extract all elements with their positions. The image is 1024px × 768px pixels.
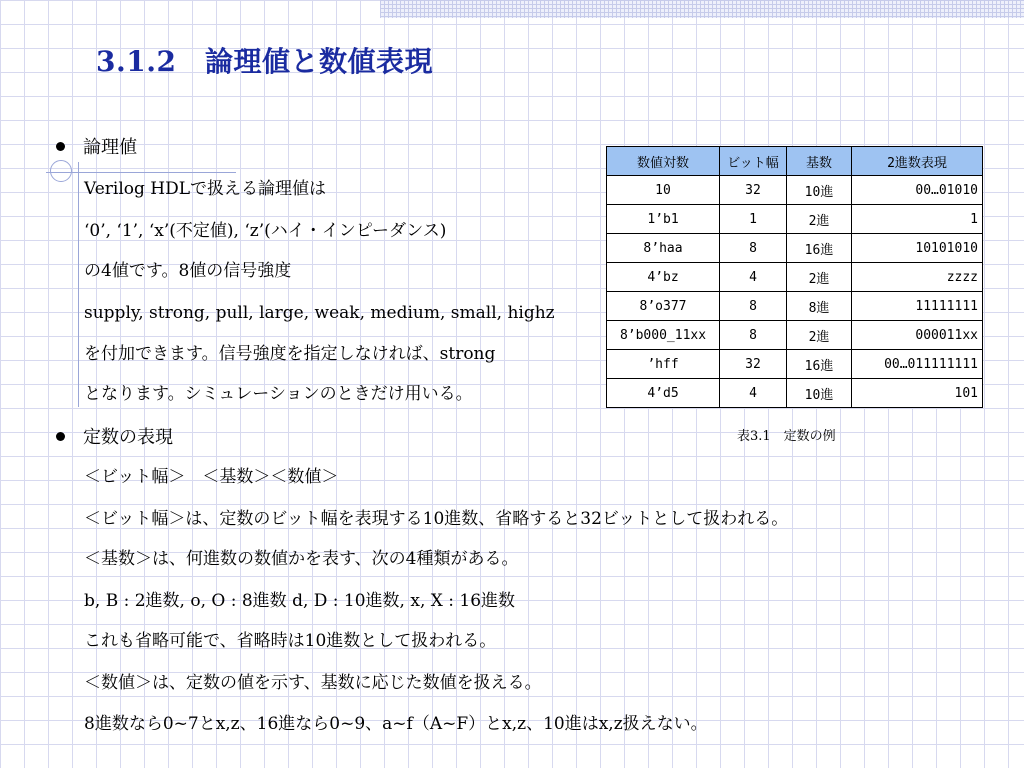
- table-cell: 1: [720, 205, 787, 234]
- constant-section-heading: [56, 426, 173, 450]
- table-row: [607, 176, 983, 205]
- logic-line-2: ‘0’, ‘1’, ‘x’(不定値), ‘z’(ハイ・インピーダンス): [84, 221, 447, 241]
- top-decorative-band: [380, 0, 1024, 18]
- table-cell: 4’d5: [607, 379, 720, 408]
- table-cell: 4’bz: [607, 263, 720, 292]
- table-header-row: [607, 147, 983, 176]
- table-cell: 2進: [787, 263, 852, 292]
- logic-line-5: を付加できます。信号強度を指定しなければ、strong: [84, 344, 496, 364]
- constant-line-5: これも省略可能で、省略時は10進数として扱われる。: [84, 631, 497, 651]
- logic-heading-text: 論理値: [83, 137, 137, 158]
- table-cell: 8’b000_11xx: [607, 321, 720, 350]
- table-cell: 32: [720, 350, 787, 379]
- logic-line-1: Verilog HDLで扱える論理値は: [84, 179, 327, 199]
- table-cell: 10進: [787, 176, 852, 205]
- table-row: [607, 292, 983, 321]
- bullet-dot-icon: [56, 432, 65, 441]
- table-cell: 32: [720, 176, 787, 205]
- bullet-dot-icon: [56, 142, 65, 151]
- constant-line-2: ＜ビット幅＞は、定数のビット幅を表現する10進数、省略すると32ビットとして扱われる。: [84, 509, 789, 529]
- constant-line-6: ＜数値＞は、定数の値を示す、基数に応じた数値を扱える。: [84, 673, 542, 693]
- table-cell: 8: [720, 321, 787, 350]
- table-row: [607, 263, 983, 292]
- constant-heading-text: 定数の表現: [83, 427, 173, 448]
- table-cell: 2進: [787, 205, 852, 234]
- table-cell: 101: [852, 379, 983, 408]
- table-cell: 8’haa: [607, 234, 720, 263]
- table-cell: zzzz: [852, 263, 983, 292]
- table-cell: 000011xx: [852, 321, 983, 350]
- table-cell: 11111111: [852, 292, 983, 321]
- table-cell: ’hff: [607, 350, 720, 379]
- decorative-horizontal-line: [46, 172, 236, 173]
- table-cell: 4: [720, 263, 787, 292]
- logic-line-4: supply, strong, pull, large, weak, medium, small, highz: [84, 303, 555, 323]
- table-row: [607, 379, 983, 408]
- header-number-constant: 数値対数: [607, 147, 720, 176]
- slide-title: 3.1.2 論理値と数値表現: [96, 45, 433, 78]
- constant-examples-table: [606, 146, 983, 408]
- table-cell: 8: [720, 234, 787, 263]
- constant-line-4: b, B : 2進数, o, O : 8進数 d, D : 10進数, x, X : 16進数: [84, 591, 516, 611]
- table-cell: 16進: [787, 350, 852, 379]
- header-binary-repr: 2進数表現: [852, 147, 983, 176]
- table-cell: 00…011111111: [852, 350, 983, 379]
- table-cell: 16進: [787, 234, 852, 263]
- table-cell: 2進: [787, 321, 852, 350]
- table-cell: 00…01010: [852, 176, 983, 205]
- table-cell: 1: [852, 205, 983, 234]
- constant-line-3: ＜基数＞は、何進数の数値かを表す、次の4種類がある。: [84, 549, 519, 569]
- table-cell: 8: [720, 292, 787, 321]
- constant-line-1: ＜ビット幅＞ ＜基数＞＜数値＞: [84, 467, 339, 487]
- table-cell: 10: [607, 176, 720, 205]
- table-cell: 10101010: [852, 234, 983, 263]
- table-row: [607, 205, 983, 234]
- logic-section-heading: [56, 136, 137, 160]
- table-cell: 8’o377: [607, 292, 720, 321]
- decorative-vertical-line: [78, 162, 79, 407]
- table-cell: 8進: [787, 292, 852, 321]
- logic-line-6: となります。シミュレーションのときだけ用いる。: [84, 384, 473, 404]
- header-bit-width: ビット幅: [720, 147, 787, 176]
- header-radix: 基数: [787, 147, 852, 176]
- table-cell: 4: [720, 379, 787, 408]
- decorative-circle: [50, 160, 72, 182]
- table-caption: 表3.1 定数の例: [737, 429, 836, 444]
- table-row: [607, 321, 983, 350]
- table-row: [607, 234, 983, 263]
- logic-line-3: の4値です。8値の信号強度: [84, 261, 292, 281]
- constant-line-7: 8進数なら0~7とx,z、16進なら0~9、a~f（A~F）とx,z、10進はx,z扱えない。: [84, 714, 708, 734]
- table-cell: 1’b1: [607, 205, 720, 234]
- table-row: [607, 350, 983, 379]
- table-cell: 10進: [787, 379, 852, 408]
